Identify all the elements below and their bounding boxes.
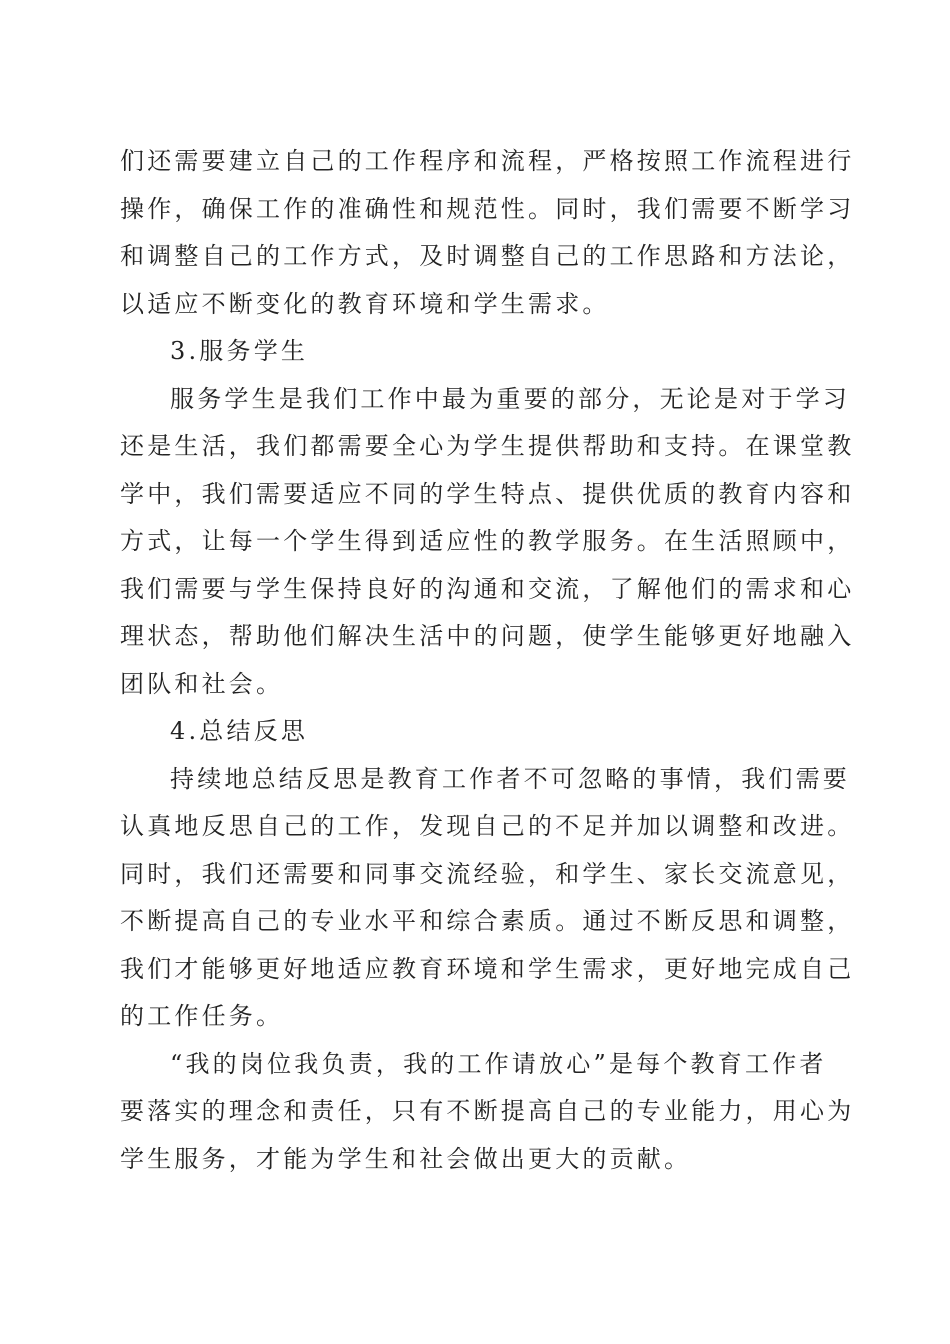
conclusion-paragraph [120, 1041, 855, 1184]
text-line: 理状态，帮助他们解决生活中的问题，使学生能够更好地融入 [120, 622, 855, 650]
paragraph-continued [120, 138, 855, 328]
section-4 [120, 708, 855, 1041]
text-line: 和调整自己的工作方式，及时调整自己的工作思路和方法论， [120, 242, 855, 270]
section-heading-reflection: 4.总结反思 [170, 717, 309, 745]
text-line: 们还需要建立自己的工作程序和流程，严格按照工作流程进行 [120, 147, 855, 175]
section-heading-service: 3.服务学生 [170, 337, 309, 365]
text-line: 的工作任务。 [120, 1002, 284, 1030]
text-line: 团队和社会。 [120, 669, 284, 698]
text-line: 服务学生是我们工作中最为重要的部分，无论是对于学习 [170, 384, 850, 413]
text-line: 同时，我们还需要和同事交流经验，和学生、家长交流意见， [120, 859, 855, 888]
text-line: 学生服务，才能为学生和社会做出更大的贡献。 [120, 1144, 692, 1173]
text-line: 持续地总结反思是教育工作者不可忽略的事情，我们需要 [170, 764, 850, 793]
document-body [120, 138, 855, 1183]
text-line: 认真地反思自己的工作，发现自己的不足并加以调整和改进。 [120, 812, 855, 840]
text-line: “我的岗位我负责，我的工作请放心”是每个教育工作者 [170, 1049, 827, 1078]
section-3 [120, 328, 855, 708]
text-line: 方式，让每一个学生得到适应性的教学服务。在生活照顾中， [120, 527, 855, 555]
text-line: 我们才能够更好地适应教育环境和学生需求，更好地完成自己 [120, 954, 855, 983]
text-line: 我们需要与学生保持良好的沟通和交流，了解他们的需求和心 [120, 574, 855, 603]
text-line: 不断提高自己的专业水平和综合素质。通过不断反思和调整， [120, 907, 855, 935]
text-line: 以适应不断变化的教育环境和学生需求。 [120, 289, 610, 318]
text-line: 操作，确保工作的准确性和规范性。同时，我们需要不断学习 [120, 194, 855, 223]
text-line: 要落实的理念和责任，只有不断提高自己的专业能力，用心为 [120, 1097, 855, 1125]
text-line: 学中，我们需要适应不同的学生特点、提供优质的教育内容和 [120, 479, 855, 508]
text-line: 还是生活，我们都需要全心为学生提供帮助和支持。在课堂教 [120, 432, 855, 460]
